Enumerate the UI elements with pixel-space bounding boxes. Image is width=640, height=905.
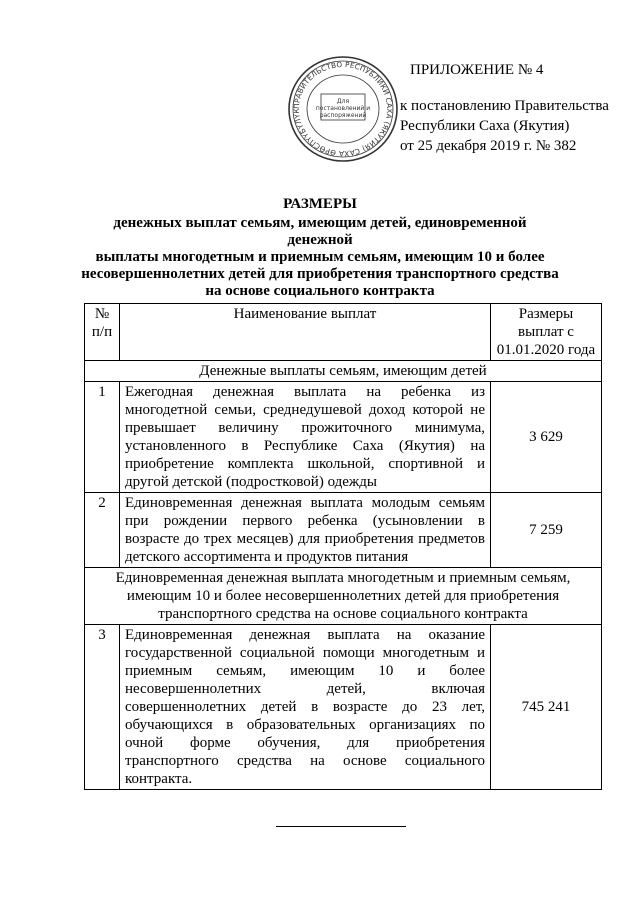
official-stamp xyxy=(286,54,400,164)
footer-divider xyxy=(276,826,406,827)
row-amount: 3 629 xyxy=(491,382,602,493)
title-main: РАЗМЕРЫ xyxy=(283,196,357,212)
section-title: Единовременная денежная выплата многодетным и приемным семьям, имеющим 10 и более несовершеннолетних детей для приобретения транспортного средства на основе социального контракта xyxy=(85,568,602,625)
table-row xyxy=(85,493,602,568)
document-title xyxy=(80,196,560,300)
title-sub-line: выплаты многодетным и приемным семьям, имеющим 10 и более xyxy=(95,249,545,265)
row-amount: 745 241 xyxy=(491,625,602,790)
appendix-line: к постановлению Правительства xyxy=(400,98,609,114)
row-num: 1 xyxy=(85,382,120,493)
row-name: Единовременная денежная выплата молодым семьям при рождении первого ребенка (усыновлении в возрасте до трех месяцев) для приобретения предметов детского ассортимента и продуктов питания xyxy=(120,493,491,568)
table-header-row xyxy=(85,304,602,361)
section-row xyxy=(85,361,602,382)
appendix-line: Республики Саха (Якутия) xyxy=(400,118,570,134)
row-name: Ежегодная денежная выплата на ребенка из многодетной семьи, среднедушевой доход которой не превышает величину прожиточного минимума, установленного в Республике Саха (Якутия) на приобретение комплекта школьной, спортивной и другой детской (подростковой) одежды xyxy=(120,382,491,493)
title-sub-line: несовершеннолетних детей для приобретения транспортного средства xyxy=(81,266,559,282)
appendix-block xyxy=(400,60,630,156)
section-title: Денежные выплаты семьям, имеющим детей xyxy=(85,361,602,382)
row-num: 3 xyxy=(85,625,120,790)
svg-text:распоряжений: распоряжений xyxy=(319,112,367,119)
row-num: 2 xyxy=(85,493,120,568)
title-sub-line: на основе социального контракта xyxy=(205,283,435,299)
section-row xyxy=(85,568,602,625)
svg-text:ПРАВИТЕЛЬСТВО РЕСПУБЛИКИ САХА: ПРАВИТЕЛЬСТВО РЕСПУБЛИКИ САХА (ЯКУТИЯ) САХА ӨРӨСПҮҮБҮЛҮК xyxy=(291,59,395,159)
table-row xyxy=(85,382,602,493)
row-name: Единовременная денежная выплата на оказание государственной социальной помощи многодетным и приемным семьям, имеющим 10 и более несовершеннолетних детей, включая совершеннолетних детей в возрасте до 23 лет, обучающихся в образовательных организациях по очной форме обучения, для приобретения транспортного средства на основе социального контракта. xyxy=(120,625,491,790)
table-row xyxy=(85,625,602,790)
header-num: № п/п xyxy=(85,304,120,361)
appendix-title: ПРИЛОЖЕНИЕ № 4 xyxy=(410,62,544,78)
appendix-line: от 25 декабря 2019 г. № 382 xyxy=(400,138,577,154)
header-amount: Размеры выплат с 01.01.2020 года xyxy=(491,304,602,361)
svg-text:Для: Для xyxy=(336,98,350,105)
payments-table xyxy=(84,303,602,790)
svg-text:постановлений и: постановлений и xyxy=(315,105,371,112)
row-amount: 7 259 xyxy=(491,493,602,568)
header-name: Наименование выплат xyxy=(120,304,491,361)
stamp-seal-icon xyxy=(286,54,400,164)
title-sub-line: денежных выплат семьям, имеющим детей, единовременной денежной xyxy=(113,215,527,248)
